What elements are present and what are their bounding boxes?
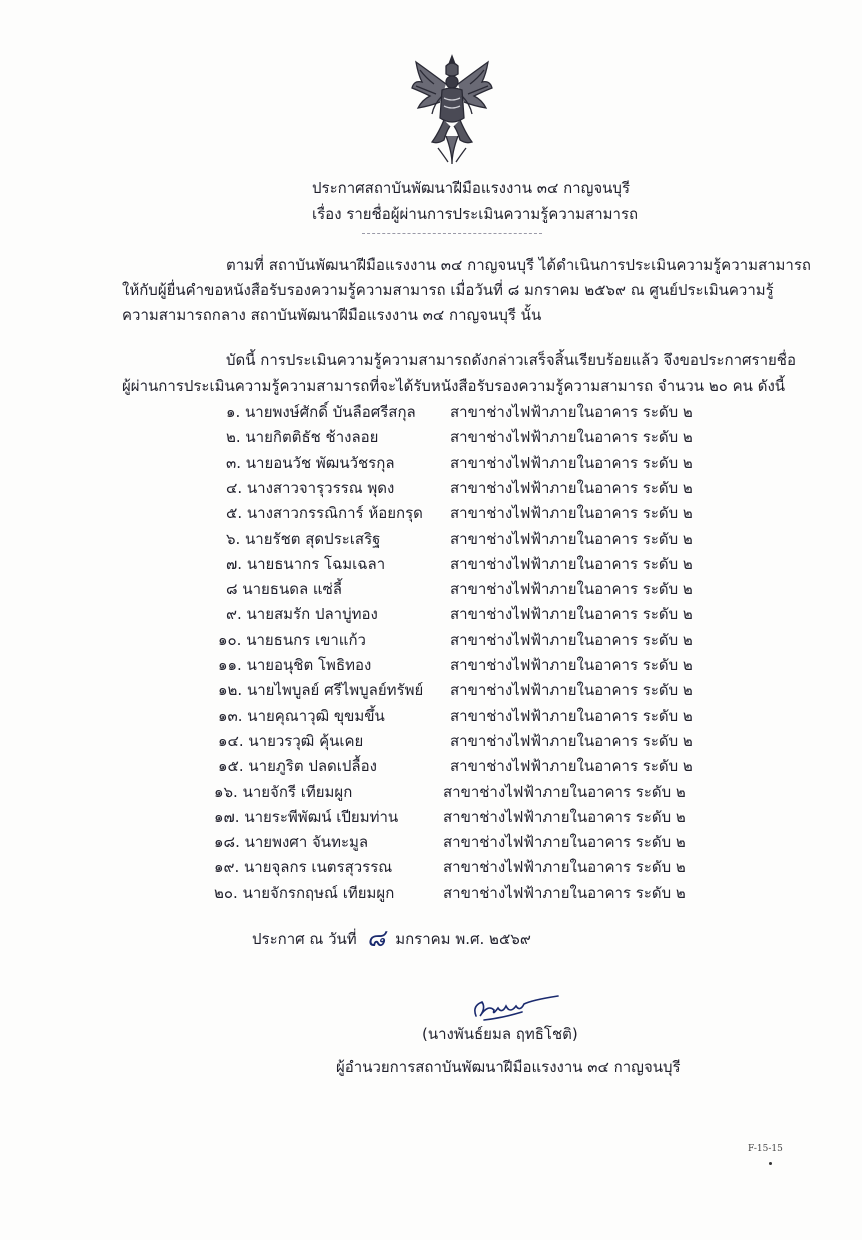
candidate-name: ๑๙. นายจุลกร เนตรสุวรรณ (214, 858, 393, 876)
candidate-branch: สาขาช่างไฟฟ้าภายในอาคาร ระดับ ๒ (450, 707, 693, 725)
candidate-branch: สาขาช่างไฟฟ้าภายในอาคาร ระดับ ๒ (450, 403, 693, 421)
paragraph-1-line-2: ให้กับผู้ยื่นคำขอหนังสือรับรองความรู้ความสามารถ เมื่อวันที่ ๘ มกราคม ๒๕๖๙ ณ ศูนย์ประเมินความรู้ (122, 281, 774, 299)
candidate-name: ๒๐. นายจักรกฤษณ์ เทียมผูก (214, 884, 395, 902)
announcement-subject: เรื่อง รายชื่อผู้ผ่านการประเมินความรู้ความสามารถ (312, 205, 639, 223)
signatory-name: (นางพันธ์ยมล ฤทธิโชติ) (422, 1025, 578, 1043)
candidate-name: ๕. นางสาวกรรณิการ์ ห้อยกรุด (226, 504, 423, 522)
candidate-branch: สาขาช่างไฟฟ้าภายในอาคาร ระดับ ๒ (450, 757, 693, 775)
paragraph-1-line-1: ตามที่ สถาบันพัฒนาฝีมือแรงงาน ๓๔ กาญจนบุรี ได้ดำเนินการประเมินความรู้ความสามารถ (226, 256, 811, 274)
candidate-branch: สาขาช่างไฟฟ้าภายในอาคาร ระดับ ๒ (443, 833, 686, 851)
candidate-name: ๑๕. นายภูริต ปลดเปลื้อง (218, 757, 377, 775)
candidate-name: ๑๘. นายพงศา จันทะมูล (214, 833, 369, 851)
candidate-branch: สาขาช่างไฟฟ้าภายในอาคาร ระดับ ๒ (443, 858, 686, 876)
candidate-name: ๘ นายธนดล แซ่ลี้ (226, 580, 342, 598)
candidate-name: ๑. นายพงษ์ศักดิ์ บันลือศรีสกุล (226, 403, 416, 421)
handwritten-signature (462, 986, 572, 1026)
candidate-name: ๙. นายสมรัก ปลาบู่ทอง (226, 605, 378, 623)
candidate-name: ๑๐. นายธนกร เขาแก้ว (218, 631, 366, 649)
garuda-emblem-icon (408, 52, 496, 170)
candidate-name: ๑๔. นายวรวุฒิ คุ้นเคย (218, 732, 364, 750)
candidate-branch: สาขาช่างไฟฟ้าภายในอาคาร ระดับ ๒ (443, 783, 686, 801)
form-code: F-15-15 (748, 1144, 783, 1154)
candidate-branch: สาขาช่างไฟฟ้าภายในอาคาร ระดับ ๒ (450, 555, 693, 573)
candidate-branch: สาขาช่างไฟฟ้าภายในอาคาร ระดับ ๒ (450, 631, 693, 649)
announcement-title: ประกาศสถาบันพัฒนาฝีมือแรงงาน ๓๔ กาญจนบุรี (312, 179, 630, 197)
paragraph-2-line-2: ผู้ผ่านการประเมินความรู้ความสามารถที่จะได้รับหนังสือรับรองความรู้ความสามารถ จำนวน ๒๐ คน ดังนี้ (122, 377, 786, 395)
candidate-name: ๑๗. นายระพีพัฒน์ เปียมท่าน (214, 808, 399, 826)
signatory-title: ผู้อำนวยการสถาบันพัฒนาฝีมือแรงงาน ๓๔ กาญจนบุรี (336, 1058, 681, 1076)
scan-speck (769, 1162, 772, 1165)
announce-suffix: มกราคม พ.ศ. ๒๕๖๙ (395, 930, 531, 948)
candidate-name: ๗. นายธนากร โฉมเฉลา (226, 555, 386, 573)
candidate-name: ๖. นายรัชต สุดประเสริฐ (226, 530, 381, 548)
candidate-branch: สาขาช่างไฟฟ้าภายในอาคาร ระดับ ๒ (443, 808, 686, 826)
candidate-name: ๑๒. นายไพบูลย์ ศรีไพบูลย์ทรัพย์ (218, 681, 424, 699)
candidate-branch: สาขาช่างไฟฟ้าภายในอาคาร ระดับ ๒ (450, 605, 693, 623)
candidate-name: ๑๖. นายจักรี เทียมผูก (214, 783, 353, 801)
candidate-name: ๓. นายอนวัช พัฒนวัชรกุล (226, 454, 395, 472)
candidate-branch: สาขาช่างไฟฟ้าภายในอาคาร ระดับ ๒ (450, 454, 693, 472)
title-divider (362, 233, 542, 234)
candidate-branch: สาขาช่างไฟฟ้าภายในอาคาร ระดับ ๒ (450, 428, 693, 446)
candidate-name: ๑๓. นายคุณาวุฒิ ขุขมขึ้น (218, 707, 385, 725)
candidate-name: ๒. นายกิตติธัช ช้างลอย (226, 428, 379, 446)
handwritten-day: ๘ (366, 924, 386, 952)
announcement-date (252, 916, 531, 955)
candidate-branch: สาขาช่างไฟฟ้าภายในอาคาร ระดับ ๒ (443, 884, 686, 902)
candidate-branch: สาขาช่างไฟฟ้าภายในอาคาร ระดับ ๒ (450, 504, 693, 522)
candidate-branch: สาขาช่างไฟฟ้าภายในอาคาร ระดับ ๒ (450, 479, 693, 497)
candidate-branch: สาขาช่างไฟฟ้าภายในอาคาร ระดับ ๒ (450, 732, 693, 750)
candidate-branch: สาขาช่างไฟฟ้าภายในอาคาร ระดับ ๒ (450, 530, 693, 548)
candidate-name: ๑๑. นายอนุชิต โพธิทอง (218, 656, 372, 674)
candidate-branch: สาขาช่างไฟฟ้าภายในอาคาร ระดับ ๒ (450, 681, 693, 699)
paragraph-1-line-3: ความสามารถกลาง สถาบันพัฒนาฝีมือแรงงาน ๓๔ กาญจนบุรี นั้น (122, 306, 542, 324)
paragraph-2-line-1: บัดนี้ การประเมินความรู้ความสามารถดังกล่าวเสร็จสิ้นเรียบร้อยแล้ว จึงขอประกาศรายชื่อ (226, 351, 796, 369)
candidate-branch: สาขาช่างไฟฟ้าภายในอาคาร ระดับ ๒ (450, 656, 693, 674)
candidate-branch: สาขาช่างไฟฟ้าภายในอาคาร ระดับ ๒ (450, 580, 693, 598)
candidate-name: ๔. นางสาวจารุวรรณ พุดง (226, 479, 395, 497)
announce-prefix: ประกาศ ณ วันที่ (252, 930, 357, 948)
